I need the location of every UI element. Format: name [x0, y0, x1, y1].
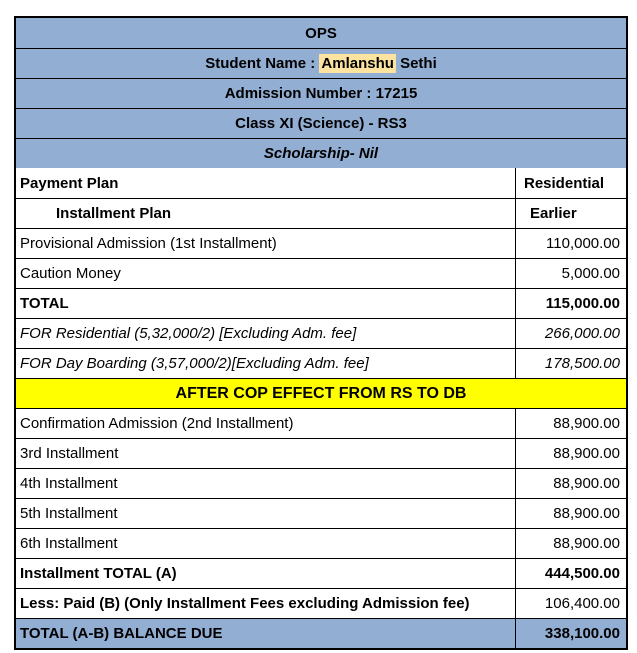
section-banner-text: AFTER COP EFFECT FROM RS TO DB: [175, 384, 467, 402]
header-row-text: Admission Number : 17215: [224, 85, 418, 102]
row-label-cell: Caution Money: [16, 259, 515, 288]
student-name-suffix: Sethi: [395, 55, 437, 72]
table-row: [16, 558, 626, 588]
row-label-cell: Provisional Admission (1st Installment): [16, 229, 515, 258]
row-value-cell: 5,000.00: [515, 259, 626, 288]
table-row: [16, 258, 626, 288]
row-value-cell: 178,500.00: [515, 349, 626, 378]
row-label-cell: FOR Day Boarding (3,57,000/2)[Excluding Adm. fee]: [16, 349, 515, 378]
row-label-cell: FOR Residential (5,32,000/2) [Excluding Adm. fee]: [16, 319, 515, 348]
row-value-cell: 88,900.00: [515, 499, 626, 528]
row-label-cell: 6th Installment: [16, 529, 515, 558]
table-row: [16, 168, 626, 198]
section-banner: [16, 378, 626, 408]
row-value-cell: 110,000.00: [515, 229, 626, 258]
table-row: [16, 468, 626, 498]
row-value-cell: 444,500.00: [515, 559, 626, 588]
header-row-admission-number: [16, 78, 626, 108]
table-row: [16, 438, 626, 468]
table-row: [16, 618, 626, 648]
table-row: [16, 318, 626, 348]
row-value-cell: 88,900.00: [515, 439, 626, 468]
row-label-cell: 3rd Installment: [16, 439, 515, 468]
row-value-cell: 115,000.00: [515, 289, 626, 318]
header-row-class: [16, 108, 626, 138]
table-row: [16, 288, 626, 318]
row-value-cell: Residential: [515, 168, 626, 198]
header-row-text: Class XI (Science) - RS3: [235, 115, 407, 132]
row-label-cell: TOTAL (A-B) BALANCE DUE: [16, 619, 515, 648]
table-row: [16, 348, 626, 378]
row-label-cell: 5th Installment: [16, 499, 515, 528]
row-value-cell: 88,900.00: [515, 529, 626, 558]
row-label-cell: Installment TOTAL (A): [16, 559, 515, 588]
student-first-name-highlight: Amlanshu: [321, 55, 394, 72]
row-label-cell: Installment Plan: [16, 199, 515, 228]
header-row-title: [16, 18, 626, 48]
header-row-scholarship: [16, 138, 626, 168]
table-header: [16, 18, 626, 168]
row-label-cell: Payment Plan: [16, 168, 515, 198]
table-row: [16, 408, 626, 438]
table-row: [16, 588, 626, 618]
table-body: [16, 168, 626, 648]
row-value-cell: 88,900.00: [515, 409, 626, 438]
student-name-prefix: Student Name :: [205, 55, 320, 72]
row-value-cell: 88,900.00: [515, 469, 626, 498]
table-row: [16, 528, 626, 558]
row-value-cell: 266,000.00: [515, 319, 626, 348]
row-label-cell: TOTAL: [16, 289, 515, 318]
row-label-cell: 4th Installment: [16, 469, 515, 498]
row-label-cell: Less: Paid (B) (Only Installment Fees excluding Admission fee): [16, 589, 515, 618]
table-row: [16, 498, 626, 528]
header-row-student-name: [16, 48, 626, 78]
row-value-cell: 106,400.00: [515, 589, 626, 618]
header-row-text: Scholarship- Nil: [263, 145, 379, 162]
row-label-cell: Confirmation Admission (2nd Installment): [16, 409, 515, 438]
row-value-cell: 338,100.00: [515, 619, 626, 648]
fee-table: [14, 16, 628, 650]
table-row: [16, 198, 626, 228]
row-value-cell: Earlier: [515, 199, 626, 228]
header-row-text: OPS: [305, 24, 337, 42]
table-row: [16, 228, 626, 258]
